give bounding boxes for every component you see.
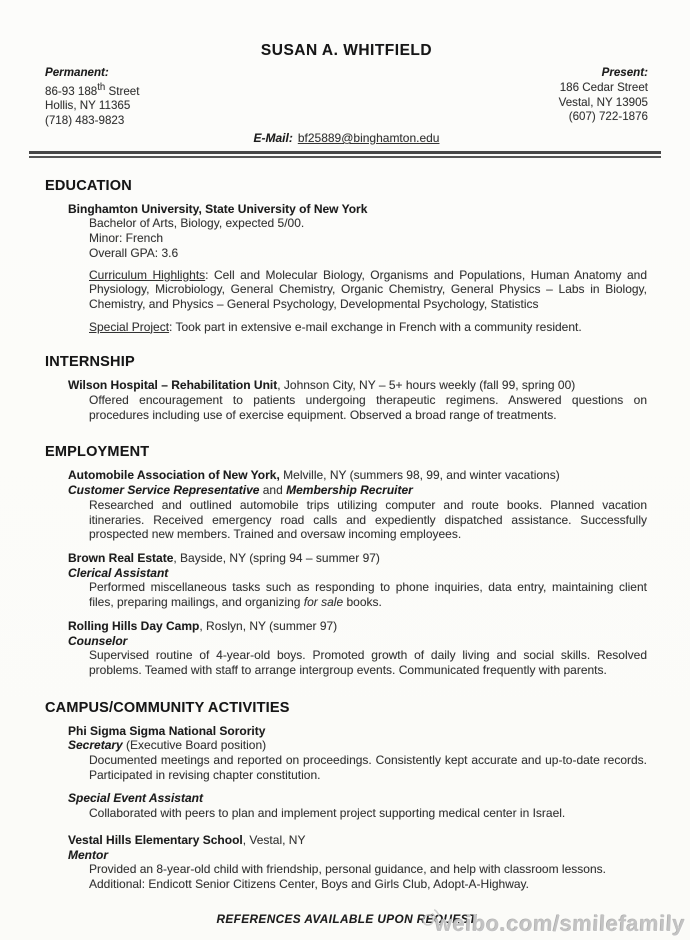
present-street: 186 Cedar Street	[559, 80, 648, 94]
activity-role-detail: (Executive Board position)	[122, 738, 267, 753]
activity-org: Phi Sigma Sigma National Sorority	[68, 723, 266, 738]
job-org: Rolling Hills Day Camp	[68, 618, 200, 633]
present-label: Present:	[601, 66, 648, 79]
activity-org: Vestal Hills Elementary School	[68, 832, 243, 847]
activity-role: Secretary	[68, 738, 123, 753]
activity-description-line2: Additional: Endicott Senior Citizens Center, Boys and Girls Club, Adopt-A-Highway.	[89, 876, 529, 891]
job-org-line	[68, 619, 648, 634]
permanent-street-base: 86-93 188	[45, 84, 98, 98]
permanent-street	[45, 81, 139, 100]
job-description-post: books.	[343, 595, 382, 610]
internship-org-line	[68, 378, 648, 393]
education-heading: EDUCATION	[45, 177, 132, 194]
present-address-block	[559, 66, 648, 129]
watermark	[418, 913, 685, 936]
job-role-secondary: Membership Recruiter	[286, 483, 413, 498]
activity-org-line	[68, 833, 648, 848]
activity-role: Mentor	[68, 847, 108, 862]
activity-school	[45, 833, 648, 892]
email-label: E-Mail:	[253, 131, 293, 146]
section-activities	[45, 700, 648, 892]
education-school: Binghamton University, State University of New York	[68, 201, 368, 216]
resume-header	[45, 42, 648, 158]
education-degree: Bachelor of Arts, Biology, expected 5/00.	[89, 216, 305, 231]
section-employment	[45, 444, 648, 677]
header-divider	[29, 151, 661, 158]
permanent-phone: (718) 483-9823	[45, 114, 125, 128]
email-line	[45, 131, 648, 146]
job-description: Supervised routine of 4-year-old boys. Promoted growth of daily living and social skills. Resolved problems. Teamed with staff to arrange intergroup events. Communicated frequently with parents.	[89, 648, 647, 677]
job-description: Researched and outlined automobile trips utilizing computer and route books. Planned vacation itineraries. Received emergency road calls and expediently dispatched assistance. Successfully prospected new members. Trained and oversaw incoming employees.	[89, 497, 647, 542]
job-description	[89, 580, 647, 609]
references-note: REFERENCES AVAILABLE UPON REQUEST	[216, 911, 477, 926]
activity-sorority	[45, 724, 648, 821]
address-row	[45, 66, 648, 129]
curriculum-highlights-text: : Cell and Molecular Biology, Organisms and Populations, Human Anatomy and Physiology, Microbiology, General Chemistry, Organic Chemistry, General Physics – Labs in Biology, Chemistry, and Physics – General Psychology, Developmental Psychology, Statistics	[89, 267, 647, 311]
education-special-project	[89, 320, 647, 335]
job-org-detail: Melville, NY (summers 98, 99, and winter vacations)	[279, 468, 560, 483]
curriculum-highlights-label: Curriculum Highlights	[89, 267, 206, 282]
job-org: Brown Real Estate	[68, 551, 174, 565]
education-gpa: Overall GPA: 3.6	[89, 245, 179, 260]
permanent-street-ordinal: th	[97, 81, 106, 93]
job-role-line: Clerical Assistant	[68, 565, 169, 580]
activity-role-line	[68, 738, 648, 753]
internship-description: Offered encouragement to patients undergoing therapeutic regimens. Answered questions on procedures including use of exercise equipment. Observed a broad range of treatments.	[89, 393, 647, 422]
activity-description: Documented meetings and reported on proceedings. Consistently kept accurate and up-to-date records. Participated in revising chapter constitution.	[89, 753, 647, 782]
permanent-label: Permanent:	[45, 66, 109, 79]
present-city: Vestal, NY 13905	[558, 95, 648, 109]
internship-org: Wilson Hospital – Rehabilitation Unit	[68, 378, 278, 393]
employment-job-brown	[45, 551, 648, 610]
job-org-detail: , Roslyn, NY (summer 97)	[199, 618, 338, 633]
job-org-line	[68, 551, 648, 566]
special-project-label: Special Project	[89, 319, 170, 334]
education-curriculum	[89, 268, 647, 312]
email-address: bf25889@binghamton.edu	[297, 131, 440, 146]
present-phone: (607) 722-1876	[568, 110, 648, 124]
employment-job-camp	[45, 619, 648, 678]
activity-description-second: Collaborated with peers to plan and implement project supporting medical center in Israel.	[89, 806, 566, 821]
employment-job-aaa	[45, 468, 648, 542]
permanent-street-rest: Street	[105, 84, 140, 98]
job-role-primary: Customer Service Representative	[68, 483, 260, 498]
job-org-line	[68, 468, 648, 483]
permanent-city: Hollis, NY 11365	[45, 99, 131, 113]
section-education	[45, 178, 648, 335]
internship-org-detail: , Johnson City, NY – 5+ hours weekly (fall 99, spring 00)	[277, 378, 576, 393]
job-org: Automobile Association of New York,	[68, 468, 280, 483]
job-org-detail: , Bayside, NY (spring 94 – summer 97)	[173, 551, 380, 565]
activity-description-line1: Provided an 8-year-old child with friendship, personal guidance, and help with classroom lessons.	[89, 862, 606, 877]
activity-org-detail: , Vestal, NY	[242, 832, 306, 847]
special-project-text: : Took part in extensive e-mail exchange in French with a community resident.	[169, 319, 582, 334]
permanent-address-block	[45, 66, 139, 129]
education-minor: Minor: French	[89, 231, 164, 246]
activities-heading: CAMPUS/COMMUNITY ACTIVITIES	[45, 699, 290, 716]
watermark-text: weibo.com/smilefamily	[434, 911, 686, 937]
candidate-name: SUSAN A. WHITFIELD	[260, 42, 433, 59]
employment-heading: EMPLOYMENT	[45, 444, 150, 461]
job-description-pre: Performed miscellaneous tasks such as responding to phone inquiries, data entry, maintaining client files, preparing mailings, and organizing	[89, 580, 647, 610]
job-role-join: and	[259, 483, 287, 498]
activity-role-second: Special Event Assistant	[68, 791, 203, 806]
internship-heading: INTERNSHIP	[45, 354, 135, 371]
job-role-line	[68, 483, 648, 498]
job-description-italic: for sale	[303, 595, 344, 610]
section-internship	[45, 354, 648, 422]
job-role-line: Counselor	[68, 633, 128, 648]
weibo-logo-icon	[419, 906, 442, 929]
